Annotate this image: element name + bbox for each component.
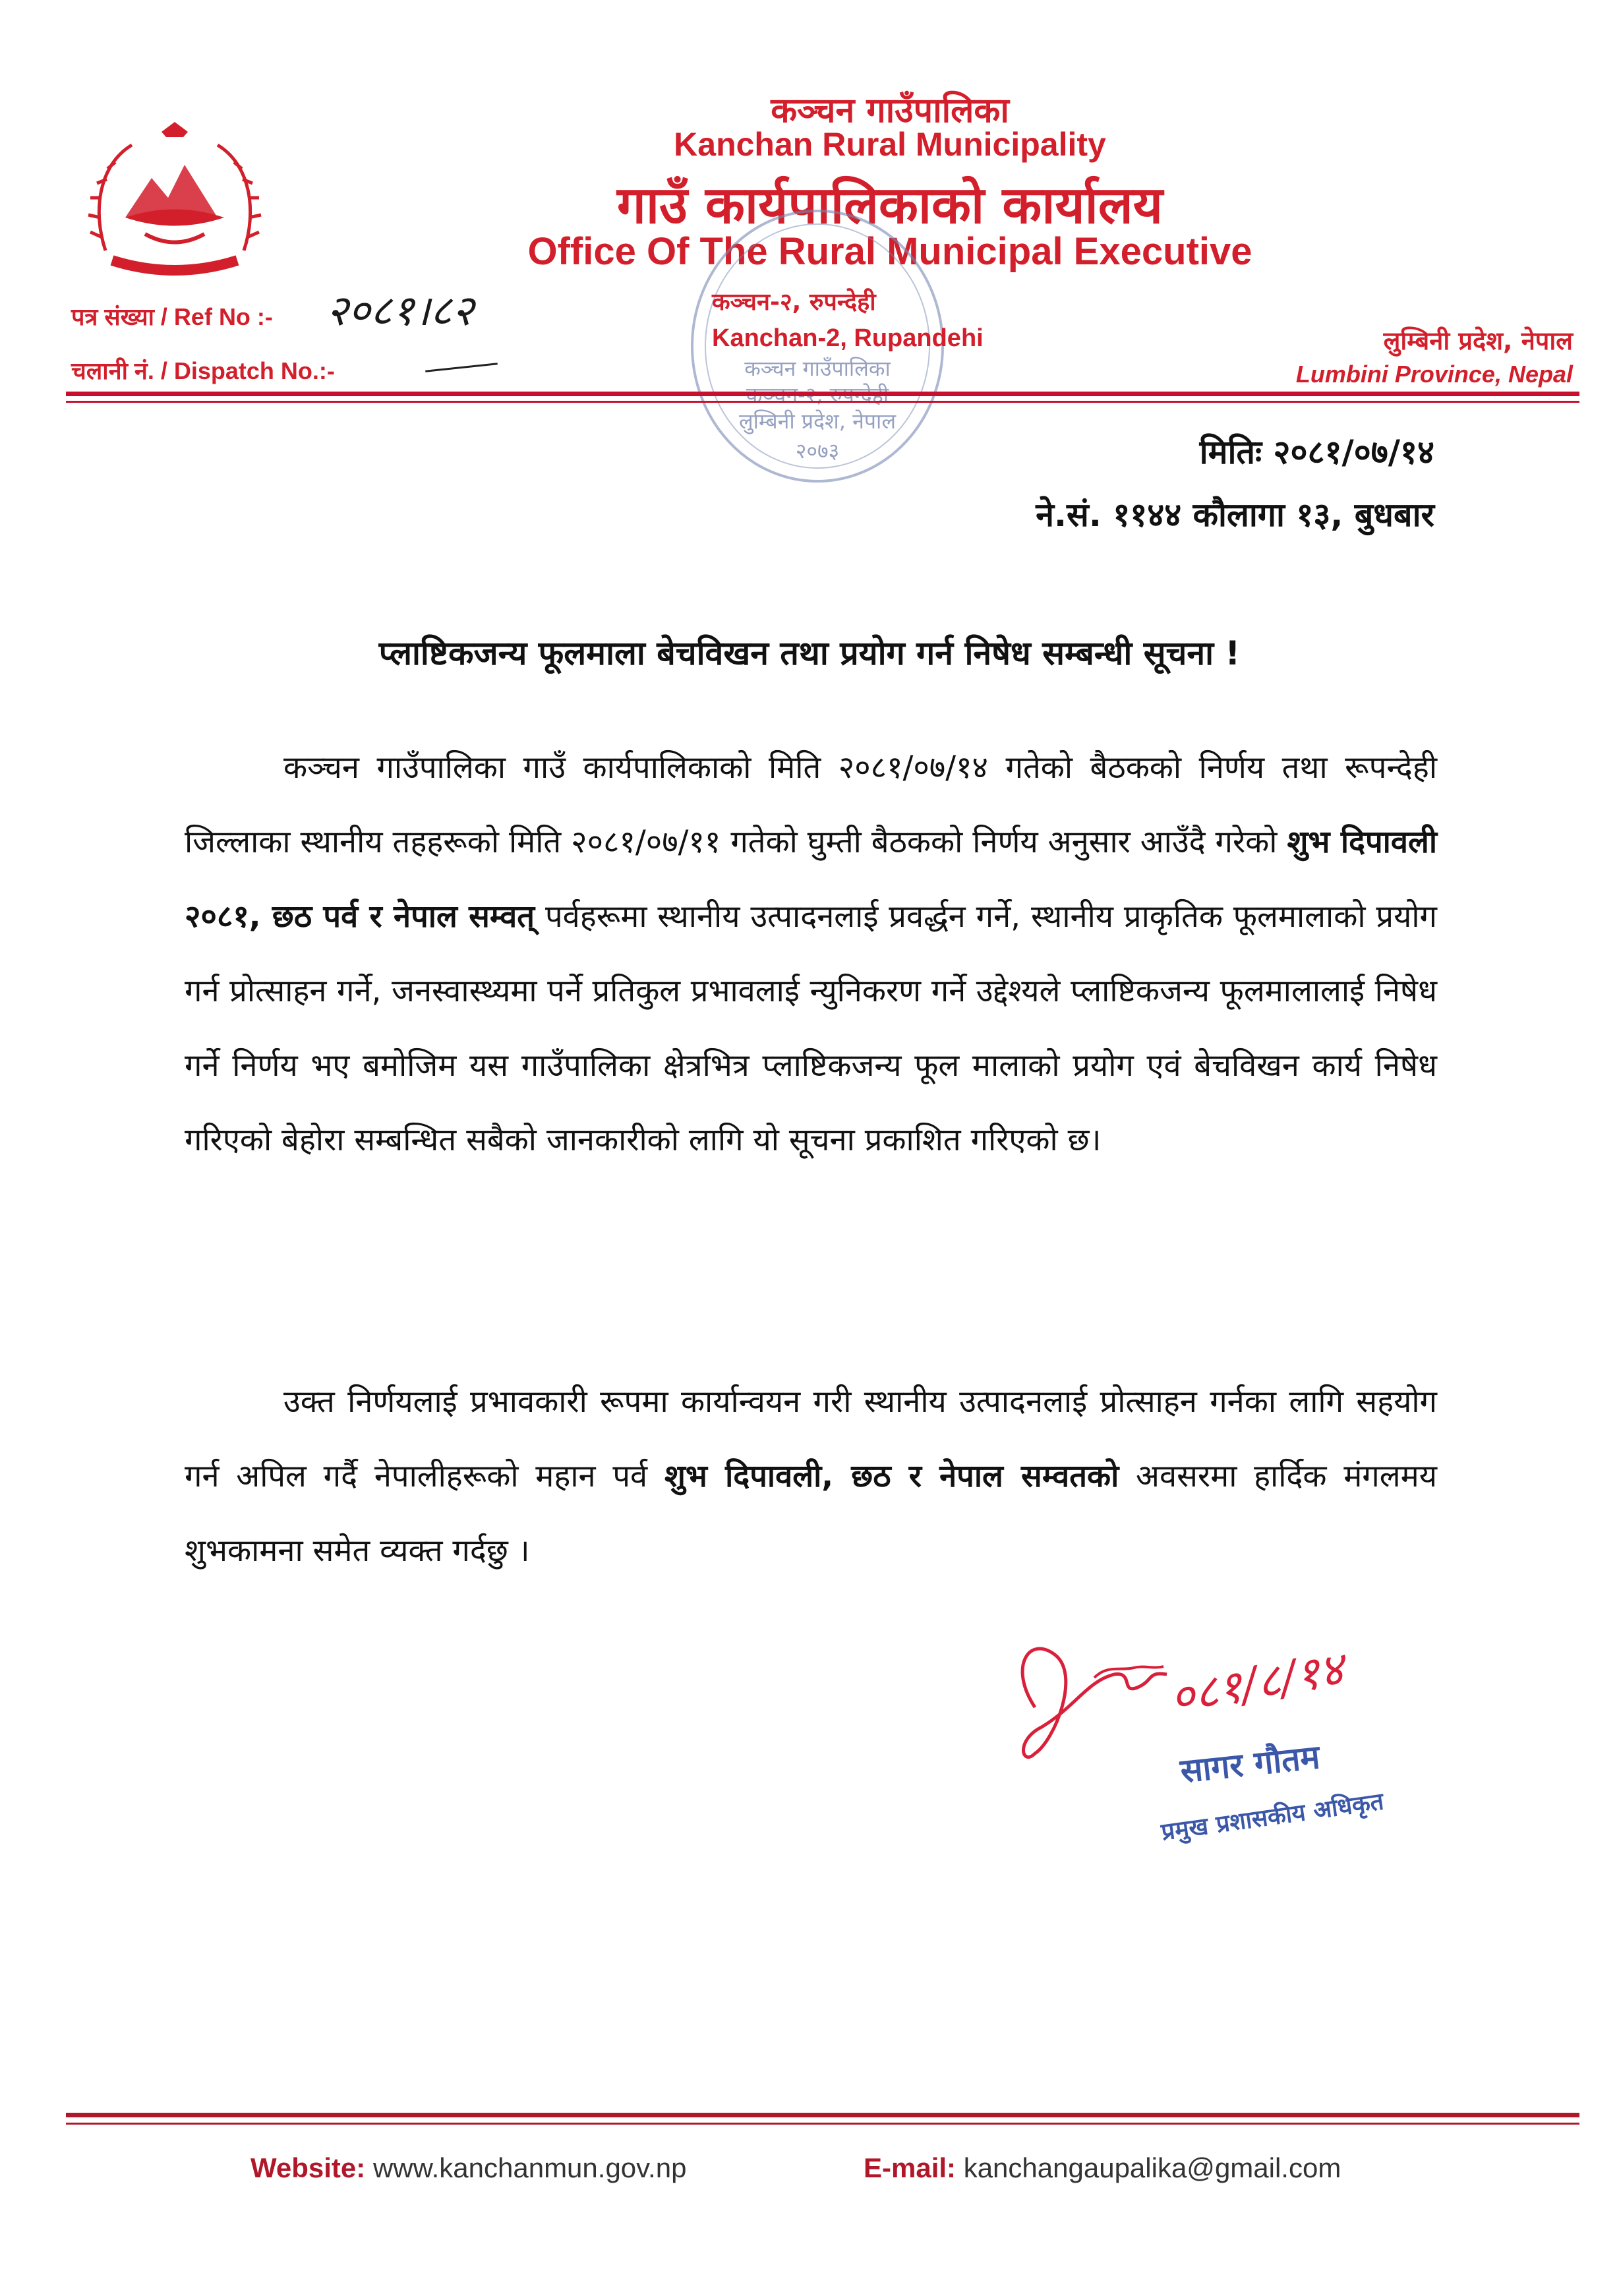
- nepal-government-emblem: [86, 119, 264, 283]
- header-rule: [66, 392, 1579, 396]
- email-link[interactable]: kanchangaupalika@gmail.com: [963, 2152, 1341, 2183]
- notice-title: प्लाष्टिकजन्य फूलमाला बेचविखन तथा प्रयोग गर्न निषेध सम्बन्धी सूचना !: [378, 634, 1241, 672]
- p1-text-b: पर्वहरूमा स्थानीय उत्पादनलाई प्रवर्द्धन गर्ने, स्थानीय प्राकृतिक फूलमालाको प्रयोग गर्न प्रोत्साहन गर्ने, जनस्वास्थ्यमा पर्ने प्रतिकुल प्रभावलाई न्युनिकरण गर्ने उद्देश्यले प्लाष्टिकजन्य फूलमालालाई निषेध गर्ने निर्णय भए बमोजिम यस गाउँपालिका क्षेत्रभित्र प्लाष्टिकजन्य फूल मालाको प्रयोग एवं बेचविखन कार्य निषेध गरिएको बेहोरा सम्बन्धित सबैको जानकारीको लागि यो सूचना प्रकाशित गरिएको छ।: [185, 898, 1437, 1158]
- signature-date: ०८१/८/१४: [1165, 1641, 1348, 1725]
- signatory-name: सागर गौतम: [1178, 1738, 1322, 1790]
- location-english: Kanchan-2, Rupandehi: [712, 324, 984, 352]
- nepal-sambat-date: ने.सं. ११४४ कौलागा १३, बुधबार: [1036, 496, 1434, 534]
- office-name-nepali: गाउँ कार्यपालिकाको कार्यालय: [617, 176, 1163, 235]
- notice-paragraph-2: [185, 1365, 1437, 1588]
- header-rule-thin: [66, 401, 1579, 403]
- province-nepali: लुम्बिनी प्रदेश, नेपाल: [1383, 326, 1573, 355]
- municipality-name-nepali: कञ्चन गाउँपालिका: [771, 91, 1009, 131]
- notice-paragraph-1: [185, 730, 1437, 1177]
- ref-value: २०८१।८२: [326, 287, 474, 336]
- signatory-title: प्रमुख प्रशासकीय अधिकृत: [1160, 1788, 1386, 1846]
- website-link[interactable]: www.kanchanmun.gov.np: [372, 2152, 687, 2183]
- stamp-line-1: कञ्चन गाउँपालिका: [744, 356, 891, 381]
- p2-text-a: उक्त निर्णयलाई प्रभावकारी रूपमा कार्यान्वयन गरी स्थानीय उत्पादनलाई प्रोत्साहन गर्नका लागि सहयोग गर्न अपिल गर्दै नेपालीहरूको महान पर्व: [185, 1384, 1437, 1494]
- p2-bold: शुभ दिपावली, छठ र नेपाल सम्वतको: [664, 1458, 1119, 1494]
- date-line: मितिः २०८१/०७/१४: [1199, 433, 1434, 471]
- footer-rule: [66, 2113, 1579, 2117]
- footer-website: [250, 2152, 686, 2184]
- p2-text-b: अवसरमा हार्दिक मंगलमय शुभकामना समेत व्यक्त गर्दछु ।: [185, 1458, 1437, 1569]
- email-label: E-mail:: [864, 2152, 957, 2183]
- location-nepali: कञ्चन-२, रुपन्देही: [712, 289, 876, 316]
- stamp-line-4: २०७३: [795, 438, 840, 463]
- dispatch-mark: [425, 363, 498, 372]
- p1-bold: शुभ दिपावली २०८१, छठ पर्व र नेपाल सम्वत्: [185, 824, 1437, 935]
- footer-email: [864, 2152, 1341, 2184]
- municipality-name-english: Kanchan Rural Municipality: [674, 126, 1106, 163]
- province-english: Lumbini Province, Nepal: [1295, 361, 1573, 388]
- p1-text-a: कञ्चन गाउँपालिका गाउँ कार्यपालिकाको मिति २०८१/०७/१४ गतेको बैठकको निर्णय तथा रूपन्देही जिल्लाका स्थानीय तहहरूको मिति २०८१/०७/११ गतेको घुम्ती बैठकको निर्णय अनुसार आउँदै गरेको: [185, 750, 1437, 860]
- office-name-english: Office Of The Rural Municipal Executive: [527, 230, 1252, 273]
- website-label: Website:: [250, 2152, 366, 2183]
- ref-label: पत्र संख्या / Ref No :-: [71, 303, 273, 330]
- stamp-line-3: लुम्बिनी प्रदेश, नेपाल: [738, 409, 897, 434]
- footer-rule-thin: [66, 2123, 1579, 2125]
- dispatch-label: चलानी नं. / Dispatch No.:-: [71, 357, 335, 384]
